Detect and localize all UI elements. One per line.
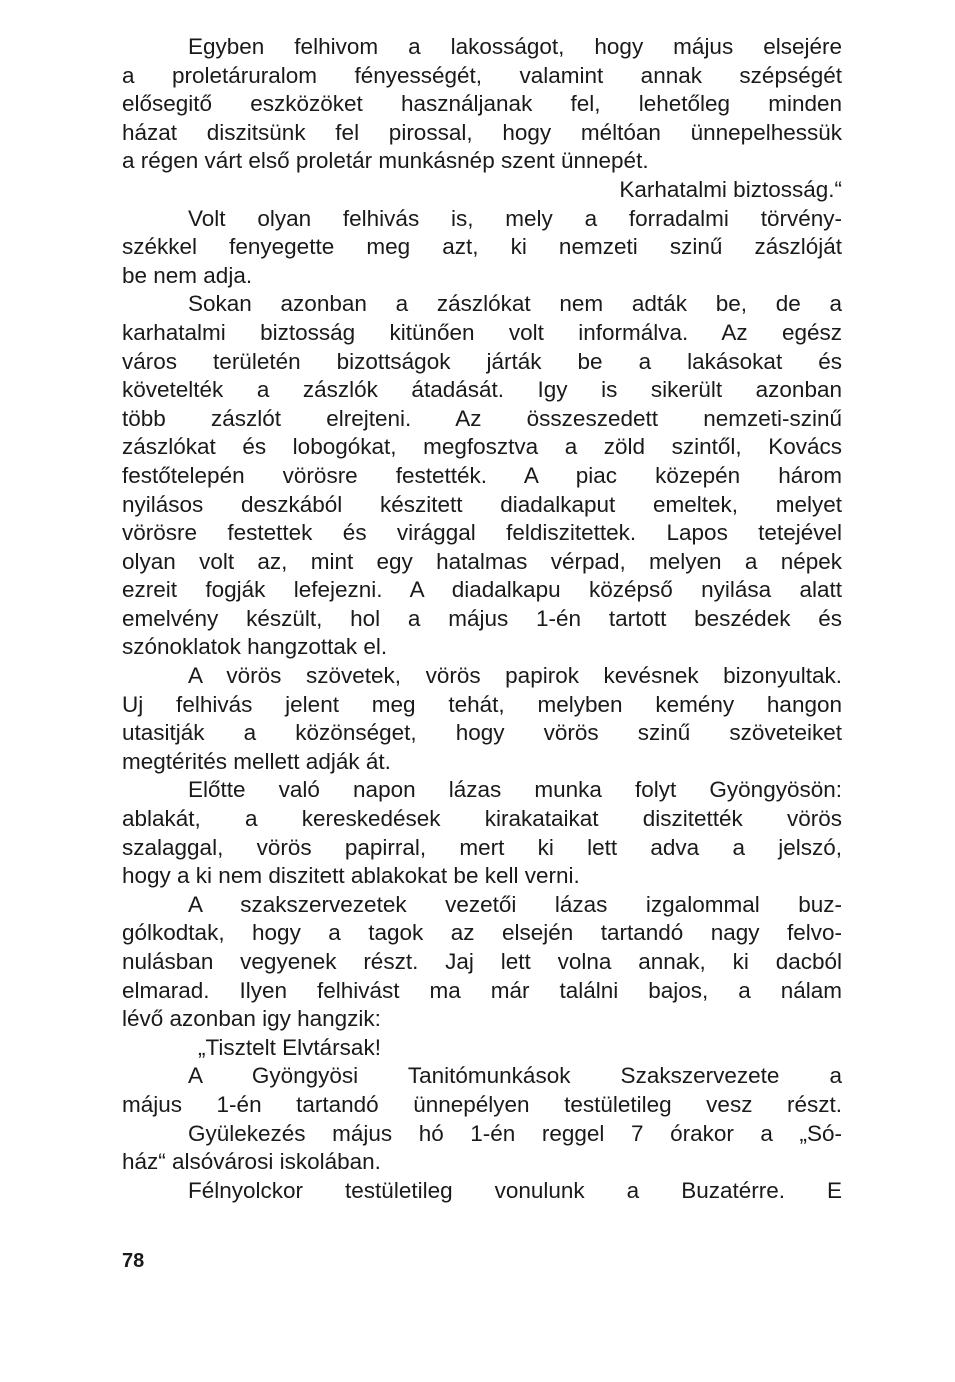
text-line: Volt olyan felhivás is, mely a forradalmi törvény- [188,205,842,231]
text-line: szónoklatok hangzottak el. [122,634,388,660]
text-line: Egyben felhivom a lakosságot, hogy május elsejére [188,34,842,59]
text-line: város területén bizottságok járták be a lakásokat és [122,348,842,374]
text-line: emelvény készült, hol a május 1-én tartott beszédek és [122,605,842,631]
text-line: Karhatalmi biztosság.“ [619,176,842,202]
text-line: olyan volt az, mint egy hatalmas vérpad, melyen a népek [122,548,842,574]
text-line: nyilásos deszkából készitett diadalkaput emeltek, melyet [122,491,842,517]
text-line: festőtelepén vörösre festették. A piac közepén három [122,462,842,488]
text-line: be nem adja. [122,262,253,288]
text-line: a régen várt első proletár munkásnép szent ünnepét. [122,148,649,174]
text-line: hogy a ki nem diszitett ablakokat be kell verni. [122,863,580,889]
text-line: A szakszervezetek vezetői lázas izgalommal buz- [188,891,842,917]
text-line: elmarad. Ilyen felhivást ma már találni bajos, a nálam [122,977,842,1003]
text-line: Előtte való napon lázas munka folyt Gyöngyösön: [188,777,842,803]
text-line: elősegitő eszközöket használjanak fel, lehetőleg minden [122,91,842,117]
text-line: megtérités mellett adják át. [122,748,391,774]
text-line: a proletáruralom fényességét, valamint annak szépségét [122,62,842,88]
text-line: karhatalmi biztosság kitünően volt informálva. Az egész [122,319,842,345]
text-line: ablakát, a kereskedések kirakataikat diszitették vörös [122,806,842,832]
text-line: Gyülekezés május hó 1-én reggel 7 órakor a „Só- [188,1120,842,1146]
text-line: vörösre festettek és virággal feldiszitettek. Lapos tetejével [122,520,842,546]
text-line: székkel fenyegette meg azt, ki nemzeti szinű zászlóját [122,234,842,260]
text-line: zászlókat és lobogókat, megfosztva a zöld szintől, Kovács [122,434,842,460]
text-line: gólkodtak, hogy a tagok az elsején tartandó nagy felvo- [122,920,842,946]
text-line: utasitják a közönséget, hogy vörös szinű szöveteiket [122,720,842,746]
text-line: több zászlót elrejteni. Az összeszedett nemzeti-szinű [122,405,842,431]
text-line: követelték a zászlók átadását. Igy is sikerült azonban [122,377,842,403]
text-line: A vörös szövetek, vörös papirok kevésnek bizonyultak. [188,663,842,689]
page-number: 78 [122,1250,145,1272]
text-line: ezreit fogják lefejezni. A diadalkapu középső nyilása alatt [122,577,842,603]
text-line: Uj felhivás jelent meg tehát, melyben kemény hangon [122,691,842,717]
text-line: szalaggal, vörös papirral, mert ki lett adva a jelszó, [122,834,842,860]
text-line: házat diszitsünk fel pirossal, hogy méltóan ünnepelhessük [122,119,842,145]
text-line: „Tisztelt Elvtársak! [198,1034,381,1060]
text-line: május 1-én tartandó ünnepélyen testületileg vesz részt. [122,1091,842,1117]
text-line: Félnyolckor testületileg vonulunk a Buzatérre. E [188,1177,842,1203]
text-line: nulásban vegyenek részt. Jaj lett volna annak, ki dacból [122,949,842,974]
text-line: A Gyöngyösi Tanitómunkások Szakszervezete a [188,1063,842,1089]
text-line: lévő azonban igy hangzik: [122,1006,381,1032]
body-text [122,33,842,1205]
text-line: ház“ alsóvárosi iskolában. [122,1149,381,1175]
text-line: Sokan azonban a zászlókat nem adták be, de a [188,291,842,317]
